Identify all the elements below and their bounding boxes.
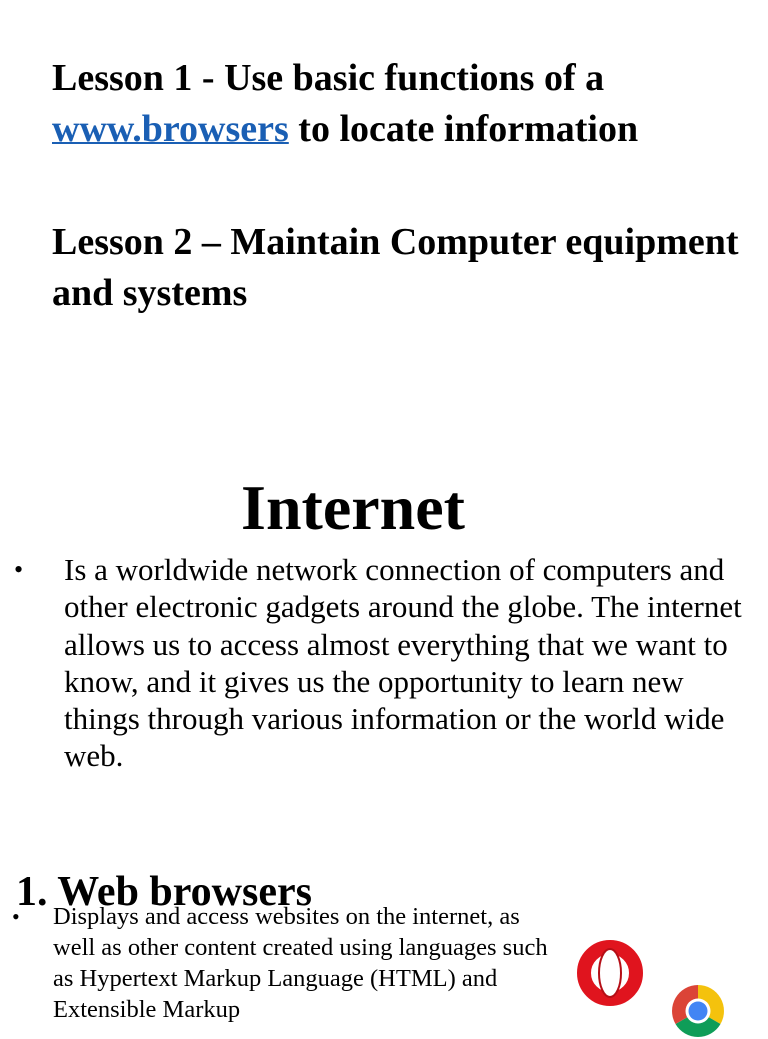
bullet-icon: • [14, 555, 24, 584]
lesson-1-suffix: to locate information [288, 108, 639, 150]
chrome-icon [670, 983, 726, 1039]
web-browsers-bullet-item [12, 901, 567, 1025]
bullet-icon: • [12, 904, 20, 929]
internet-heading: Internet [241, 472, 465, 543]
web-browsers-heading: 1. Web browsers [16, 869, 312, 915]
web-browsers-description: Displays and access websites on the internet, as well as other content created using languages such as Hypertext Markup Language (HTML) and Extensible Markup [53, 903, 548, 1023]
internet-description: Is a worldwide network connection of computers and other electronic gadgets around the globe. The internet allows us to access almost everything that we want to know, and it gives us the opportunity to learn new things through various information or the world wide web. [64, 552, 742, 774]
browsers-link[interactable]: www.browsers [52, 108, 289, 150]
opera-icon [576, 940, 644, 1006]
internet-bullet-item [14, 551, 758, 775]
lesson-2-title: Lesson 2 – Maintain Computer equipment and systems [52, 221, 739, 314]
lesson-1-title [52, 53, 752, 155]
lesson-1-prefix: Lesson 1 - Use basic functions of a [52, 57, 605, 99]
